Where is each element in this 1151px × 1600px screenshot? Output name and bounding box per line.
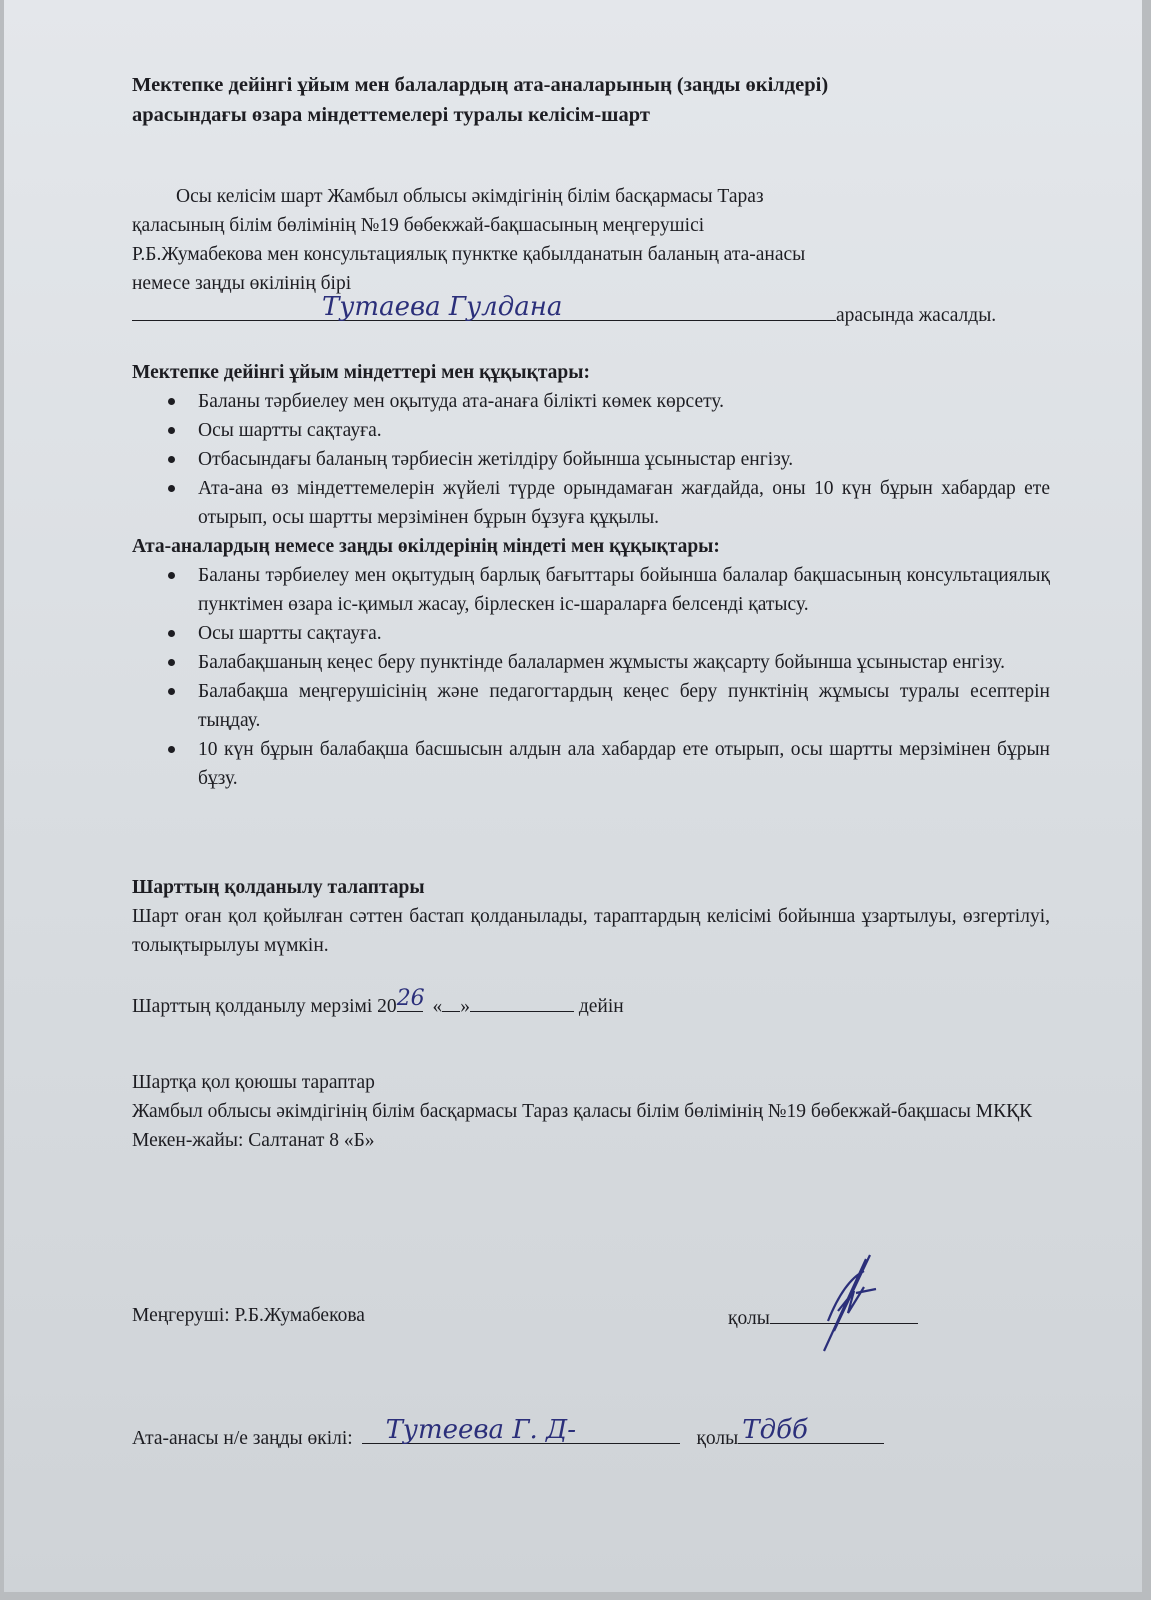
- term-prefix: Шарттың қолданылу мерзімі 20: [132, 996, 397, 1017]
- head-signature-scribble: [804, 1251, 894, 1361]
- list-item: Балабақшаның кеңес беру пунктінде балалармен жұмысты жақсарту бойынша ұсыныстар енгізу.: [132, 648, 1050, 677]
- list-item: Осы шартты сақтауға.: [132, 416, 1050, 445]
- terms-text: Шарт оған қол қойылған сәттен бастап қолданылады, тараптардың келісімі бойынша ұзартылуы, өзгертілуі, толықтырылуы мүмкін.: [132, 906, 1050, 956]
- day-field: [442, 989, 460, 1012]
- section-heading: Мектепке дейінгі ұйым міндеттері мен құқықтары:: [132, 362, 590, 383]
- handwritten-parent-signature-name: Тутеева Г. Д-: [385, 1415, 576, 1445]
- title-line: Мектепке дейінгі ұйым мен балалардың ата-аналарының (заңды өкілдері): [132, 74, 829, 96]
- parent-name-sign-field: [362, 1415, 680, 1445]
- quote-close: »: [460, 996, 470, 1017]
- document-page: [4, 0, 1142, 1592]
- list-item: Отбасындағы баланың тәрбиесін жетілдіру бойынша ұсыныстар енгізу.: [132, 445, 1050, 474]
- handwritten-year: 26: [396, 986, 425, 1011]
- head-signature-row: [132, 1301, 1050, 1330]
- organization-name: Жамбыл облысы әкімдігінің білім басқармасы Тараз қаласы білім бөлімінің №19 бөбекжай-бақшасы МКҚК: [132, 1101, 1033, 1122]
- parties-heading: Шартқа қол қоюшы тараптар: [132, 1072, 375, 1093]
- intro-line: қаласының білім бөлімінің №19 бөбекжай-бақшасының меңгерушісі: [132, 215, 705, 236]
- intro-paragraph: [132, 182, 1050, 330]
- list-item: Баланы тәрбиелеу мен оқытуда ата-анаға білікті көмек көрсету.: [132, 387, 1050, 416]
- parent-signature-row: [132, 1415, 1050, 1453]
- parties-block: [132, 1068, 1050, 1155]
- handwritten-parent-signature: Тдбб: [742, 1415, 808, 1445]
- intro-line: Осы келісім шарт Жамбыл облысы әкімдігінің білім басқармасы Тараз: [176, 186, 764, 207]
- term-suffix: дейін: [578, 996, 624, 1017]
- list-item: Баланы тәрбиелеу мен оқытудың барлық бағыттары бойынша балалар бақшасының консультациялық пунктімен өзара іс-қимыл жасау, бірлескен іс-шараларға белсенді қатысу.: [132, 561, 1050, 619]
- sign-label: қолы: [696, 1428, 739, 1449]
- intro-line: немесе заңды өкілінің бірі: [132, 273, 352, 294]
- handwritten-parent-name: Тутаева Гулдана: [322, 292, 563, 322]
- document-title: [132, 70, 1050, 130]
- head-label: Меңгеруші: Р.Б.Жумабекова: [132, 1305, 365, 1326]
- year-field: [396, 986, 425, 1012]
- intro-ending: арасында жасалды.: [836, 305, 997, 326]
- title-line: арасындағы өзара міндеттемелері туралы келісім-шарт: [132, 104, 650, 126]
- organization-address: Мекен-жайы: Салтанат 8 «Б»: [132, 1130, 375, 1151]
- section-terms: [132, 873, 1050, 1021]
- parent-name-line: [132, 292, 1050, 330]
- section-preschool-duties: [132, 358, 1050, 793]
- list-item: Балабақша меңгерушісінің және педагогтардың кеңес беру пунктінің жұмысы туралы есептерін тыңдау.: [132, 677, 1050, 735]
- list-item: Осы шартты сақтауға.: [132, 619, 1050, 648]
- intro-line: Р.Б.Жумабекова мен консультациялық пунктке қабылданатын баланың ата-анасы: [132, 244, 806, 265]
- list-item: Ата-ана өз міндеттемелерін жүйелі түрде орындамаған жағдайда, оны 10 күн бұрын хабардар ете отырып, осы шартты мерзімінен бұрын бұзуға құқылы.: [132, 474, 1050, 532]
- parent-sign-field: [738, 1415, 884, 1445]
- quote-open: «: [432, 996, 443, 1017]
- term-line: [132, 986, 1050, 1021]
- list-item: 10 күн бұрын балабақша басшысын алдын ала хабардар ете отырып, осы шартты мерзімінен бұрын бұзу.: [132, 735, 1050, 793]
- sign-label: қолы: [728, 1308, 770, 1329]
- month-field: [470, 989, 574, 1012]
- section-heading: Шарттың қолданылу талаптары: [132, 877, 425, 898]
- parent-name-field: [132, 292, 836, 322]
- parent-label: Ата-анасы н/е заңды өкілі:: [132, 1428, 353, 1449]
- section-heading: Ата-аналардың немесе заңды өкілдерінің міндеті мен құқықтары:: [132, 536, 720, 557]
